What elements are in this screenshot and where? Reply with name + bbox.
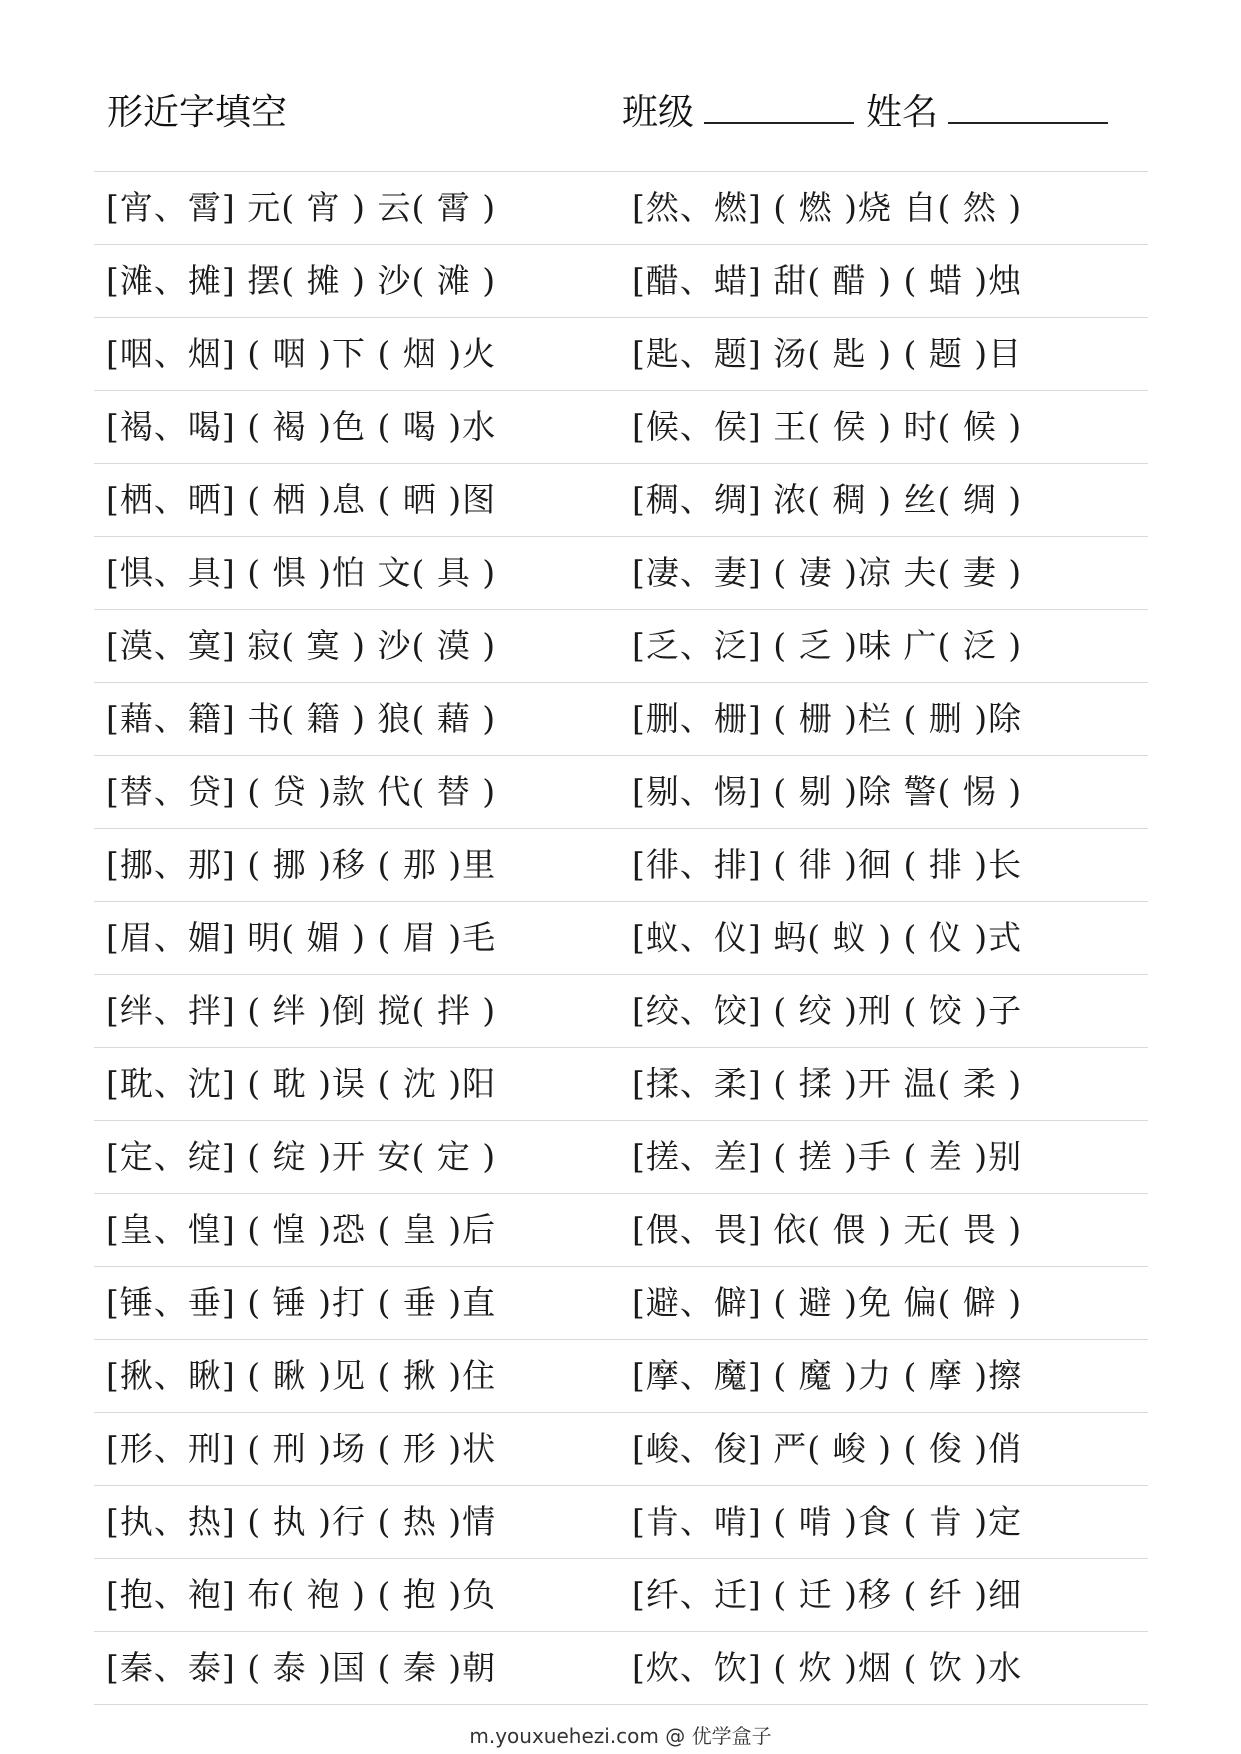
exercise-row <box>94 1413 1148 1486</box>
exercise-right: [纤、迁] ( 迁 )移 ( 纤 )细 <box>632 1575 1023 1614</box>
exercise-right: [搓、差] ( 搓 )手 ( 差 )别 <box>632 1137 1023 1176</box>
exercise-right: [徘、排] ( 徘 )徊 ( 排 )长 <box>632 845 1023 884</box>
exercise-left: [皇、惶] ( 惶 )恐 ( 皇 )后 <box>106 1210 497 1249</box>
class-blank[interactable] <box>704 92 854 124</box>
exercise-right: [剔、惕] ( 剔 )除 警( 惕 ) <box>632 772 1023 811</box>
exercise-row <box>94 1048 1148 1121</box>
exercise-left: [执、热] ( 执 )行 ( 热 )情 <box>106 1502 497 1541</box>
exercise-left: [漠、寞] 寂( 寞 ) 沙( 漠 ) <box>106 626 497 665</box>
exercise-right: [稠、绸] 浓( 稠 ) 丝( 绸 ) <box>632 480 1023 519</box>
exercise-left: [抱、袍] 布( 袍 ) ( 抱 )负 <box>106 1575 497 1614</box>
exercise-row <box>94 1486 1148 1559</box>
exercise-row <box>94 902 1148 975</box>
exercise-left: [揪、瞅] ( 瞅 )见 ( 揪 )住 <box>106 1356 497 1395</box>
page-title: 形近字填空 <box>107 92 288 133</box>
exercise-row <box>94 683 1148 756</box>
exercise-left: [替、贷] ( 贷 )款 代( 替 ) <box>106 772 497 811</box>
exercise-row <box>94 829 1148 902</box>
worksheet-header <box>107 78 1107 138</box>
exercise-row <box>94 1194 1148 1267</box>
exercise-left: [咽、烟] ( 咽 )下 ( 烟 )火 <box>106 334 497 373</box>
exercise-left: [绊、拌] ( 绊 )倒 搅( 拌 ) <box>106 991 497 1030</box>
footer-watermark: m.youxuehezi.com @ 优学盒子 <box>469 1724 772 1748</box>
exercise-left: [宵、霄] 元( 宵 ) 云( 霄 ) <box>106 188 497 227</box>
exercise-row <box>94 172 1148 245</box>
exercise-left: [秦、泰] ( 泰 )国 ( 秦 )朝 <box>106 1648 497 1687</box>
exercise-right: [偎、畏] 依( 偎 ) 无( 畏 ) <box>632 1210 1023 1249</box>
student-info <box>622 84 1108 135</box>
exercise-right: [避、僻] ( 避 )免 偏( 僻 ) <box>632 1283 1023 1322</box>
exercise-right: [乏、泛] ( 乏 )味 广( 泛 ) <box>632 626 1023 665</box>
exercise-row <box>94 318 1148 391</box>
exercise-row <box>94 245 1148 318</box>
exercise-left: [褐、喝] ( 褐 )色 ( 喝 )水 <box>106 407 497 446</box>
exercise-left: [惧、具] ( 惧 )怕 文( 具 ) <box>106 553 497 592</box>
exercise-left: [耽、沈] ( 耽 )误 ( 沈 )阳 <box>106 1064 497 1103</box>
exercise-right: [匙、题] 汤( 匙 ) ( 题 )目 <box>632 334 1023 373</box>
class-label: 班级 <box>622 92 695 133</box>
exercise-right: [绞、饺] ( 绞 )刑 ( 饺 )子 <box>632 991 1023 1030</box>
exercise-row <box>94 975 1148 1048</box>
exercise-right: [揉、柔] ( 揉 )开 温( 柔 ) <box>632 1064 1023 1103</box>
name-label: 姓名 <box>866 92 939 133</box>
exercise-row <box>94 1121 1148 1194</box>
exercise-left: [藉、籍] 书( 籍 ) 狼( 藉 ) <box>106 699 497 738</box>
exercise-row <box>94 1559 1148 1632</box>
exercise-row <box>94 1632 1148 1705</box>
exercise-right: [候、侯] 王( 侯 ) 时( 候 ) <box>632 407 1023 446</box>
exercise-row <box>94 464 1148 537</box>
exercise-right: [摩、魔] ( 魔 )力 ( 摩 )擦 <box>632 1356 1023 1395</box>
exercise-left: [滩、摊] 摆( 摊 ) 沙( 滩 ) <box>106 261 497 300</box>
exercise-left: [形、刑] ( 刑 )场 ( 形 )状 <box>106 1429 497 1468</box>
exercise-row <box>94 537 1148 610</box>
name-blank[interactable] <box>948 92 1108 124</box>
exercise-right: [删、栅] ( 栅 )栏 ( 删 )除 <box>632 699 1023 738</box>
exercise-row <box>94 610 1148 683</box>
exercise-right: [肯、啃] ( 啃 )食 ( 肯 )定 <box>632 1502 1023 1541</box>
exercise-right: [然、燃] ( 燃 )烧 自( 然 ) <box>632 188 1023 227</box>
exercise-left: [挪、那] ( 挪 )移 ( 那 )里 <box>106 845 497 884</box>
exercise-row <box>94 756 1148 829</box>
exercise-row <box>94 1267 1148 1340</box>
exercise-right: [醋、蜡] 甜( 醋 ) ( 蜡 )烛 <box>632 261 1023 300</box>
exercise-grid <box>94 172 1148 1705</box>
exercise-right: [凄、妻] ( 凄 )凉 夫( 妻 ) <box>632 553 1023 592</box>
exercise-left: [栖、晒] ( 栖 )息 ( 晒 )图 <box>106 480 497 519</box>
exercise-left: [眉、媚] 明( 媚 ) ( 眉 )毛 <box>106 918 497 957</box>
exercise-row <box>94 391 1148 464</box>
exercise-right: [炊、饮] ( 炊 )烟 ( 饮 )水 <box>632 1648 1023 1687</box>
exercise-row <box>94 1340 1148 1413</box>
exercise-right: [蚁、仪] 蚂( 蚁 ) ( 仪 )式 <box>632 918 1023 957</box>
exercise-left: [定、绽] ( 绽 )开 安( 定 ) <box>106 1137 497 1176</box>
exercise-right: [峻、俊] 严( 峻 ) ( 俊 )俏 <box>632 1429 1023 1468</box>
exercise-left: [锤、垂] ( 锤 )打 ( 垂 )直 <box>106 1283 497 1322</box>
